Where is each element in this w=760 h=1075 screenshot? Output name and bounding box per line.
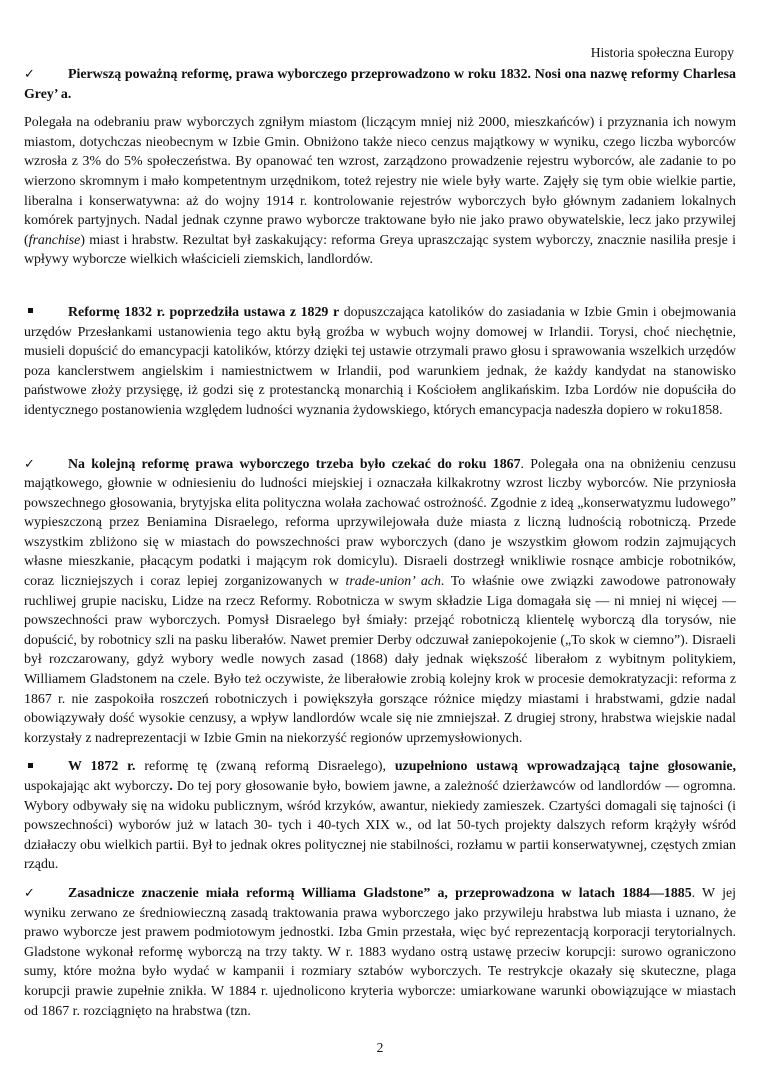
heading-text: Zasadnicze znaczenie miała reformą Williama Gladstone” a, przeprowadzona w latach 1884—1885 [68, 885, 692, 901]
checkmark-icon: ✓ [24, 456, 35, 472]
heading-text: Reformę 1832 r. poprzedziła ustawa z 1829 r [68, 304, 340, 320]
section-reform-1832 [24, 65, 736, 270]
section-reform-1884 [24, 884, 736, 1021]
section-heading [24, 65, 736, 104]
running-header: Historia społeczna Europy [590, 45, 734, 60]
section-paragraph: ✓ Zasadnicze znaczenie miała reformą Williama Gladstone” a, przeprowadzona w latach 1884—1885. W jej wyniku zerwano ze średniowieczną zasadą traktowania prawa wyborczego jako przywileju hrabstwa lub miasta i uznano, że prawo wyborcze jest prawem podmiotowym jednostki. Izba Gmin przestała, więc być reprezentacją korporacji terytorialnych. Gladstone wykonał reformę wyborczą na trzy takty. W r. 1883 wydano ostrą ustawę przeciw korupcji: surowo ograniczono sumy, które można było wydać w kampanii i rozmiary sztabów wyborczych. Te restrykcje okazały się skuteczne, plaga korupcji prawie zupełnie znikła. W 1884 r. ujednolicono kryteria wyborcze: umiarkowane warunki obowiązujące w miastach od 1867 r. rozciągnięto na hrabstwa (tzn. [24, 885, 736, 1019]
square-bullet-icon [28, 763, 33, 768]
checkmark-icon: ✓ [24, 885, 35, 901]
section-body: Polegała na odebraniu praw wyborczych zgniłym miastom (liczącym mniej niż 2000, mieszkańców) i przyznania ich nowym miastom, dotychczas nieobecnym w Izbie Gmin. Obniżono także nieco cenzus majątkowy w wyniku, czego liczba wyborców wzrosła z 3% do 5% społeczeństwa. By opanować ten wzrost, zarządzono prowadzenie rejestru wyborców, ale zadanie to po wierzono skromnym i mało kompetentnym urzędnikom, toteż rejestry nie wiele były warte. Zajęły się tym obie wielkie partie, liberalna i konserwatywna: aż do wojny 1914 r. kontrolowanie rejestrów wyborczych było głównym zadaniem lokalnych komórek partyjnych. Nadal jednak czynne prawo wyborcze traktowane było nie jako prawo obywatelskie, lecz jako przywilej (franchise) miast i hrabstw. Rezultat był zaskakujący: reforma Greya upraszczając system wyborczy, znacznie nasiliła presje i wpływy wyborcze wielkich właścicieli ziemskich, landlordów. [24, 115, 736, 268]
section-act-1829 [24, 303, 736, 421]
section-paragraph: ✓ Na kolejną reformę prawa wyborczego trzeba było czekać do roku 1867. Polegała ona na obniżeniu cenzusu majątkowego, głownie w odniesieniu do ludności miejskiej i oznaczała kilkakrotny wzrost liczby wyborców. Nie przyniosła powszechnego głosowania, brytyjska elita polityczna wolała zachować ostrożność. Zgodnie z ideą „konserwatyzmu ludowego” wypieszczoną przez Beniamina Disraelego, reforma uprzywilejowała duże miasta z liczną ludnością robotniczą. Przede wszystkim zbliżono się w miastach do powszechności praw wyborczych (dano je wszystkim głowom rodzin zajmujących własne mieszkanie, płacącym podatki i mającym rok domicylu). Disraeli dostrzegł wnikliwie rosnące ambicje robotników, coraz liczniejszych i coraz lepiej zorganizowanych w trade-union’ ach. To właśnie owe związki zawodowe patronowały ruchliwej grupie nacisku, Lidze na rzecz Reformy. Robotnicza w swym składzie Liga domagała się — ni mniej ni więcej — powszechności praw wyborczych. Pomysł Disraelego był śmiały: przejąć robotniczą klientelę wyborczą dla torysów, nie dopuścić, by robotnicy szli na pasku liberałów. Nawet premier Derby odczuwał zaniepokojenie („To skok w ciemno”). Disraeli był rozczarowany, gdyż wybory wedle nowych zasad (1868) dały jednak większość liberałom z wybitnym politykiem, Williamem Gladstonem na czele. Było też oczywiste, że liberałowie zrobią kolejny krok w procesie demokratyzacji: reforma z 1867 r. nie zaspokoiła roszczeń robotniczych i powiększyła gorszące różnice między miastami i hrabstwami, gdzie nadal obowiązywały dość wysokie cenzusy, a wpływ landlordów wcale się nie zmniejszał. Z drugiej strony, hrabstwa wiejskie nadal korzystały z nadreprezentacji w Izbie Gmin na niekorzyść regionów uprzemysłowionych. [24, 456, 737, 746]
section-secret-ballot-1872 [24, 757, 736, 875]
heading-text: W 1872 r. [68, 759, 136, 775]
section-paragraph: Reformę 1832 r. poprzedziła ustawa z 1829 r dopuszczająca katolików do zasiadania w Izbie Gmin i obejmowania urzędów Przesłankami ustanowienia tego aktu byłą groźba w wybuch wojny domowej w Irlandii. Torysi, choć niechętnie, musieli dopuścić do emancypacji katolików, którzy dzięki tej ustawie otrzymali prawo głosu i sprawowania wszelkich urzędów poza kanclerstwem angielskim i namiestnictwem w Irlandii, pod warunkiem jednak, że każdy kandydat na stanowisko państwowe złoży przysięgę, iż godzi się z protestancką monarchią i Kościołem anglikańskim. Izba Lordów nie dopuściła do identycznego postanowienia względem ludności wyznania żydowskiego, których emancypacja nadeszła dopiero w roku1858. [24, 304, 737, 418]
checkmark-icon: ✓ [24, 67, 35, 82]
heading-text: Pierwszą poważną reformę, prawa wyborczego przeprowadzono w roku 1832. Nosi ona nazwę reformy Charlesa Grey’ a. [24, 67, 736, 102]
square-bullet-icon [28, 308, 33, 313]
page-number: 2 [376, 1040, 384, 1055]
heading-text: Na kolejną reformę prawa wyborczego trzeba było czekać do roku 1867 [68, 456, 521, 472]
section-reform-1867 [24, 455, 736, 749]
section-paragraph: W 1872 r. reformę tę (zwaną reformą Disraelego), uzupełniono ustawą wprowadzającą tajne głosowanie, uspokajając akt wyborczy. Do tej pory głosowanie było, bowiem jawne, a zależność dzierżawców od landlordów — ogromna. Wybory odbywały się na widoku publicznym, wśród krzyków, awantur, niekiedy zamieszek. Czartyści domagali się tajności (i powszechności) wyborów już w latach 30- tych i 40-tych XIX w., od lat 50-tych projekty dalszych reform krążyły wśród działaczy obu wielkich partii. Był to jednak okres politycznej nie stabilności, rozłamu w partii konserwatywnej, częstych zmian rządu. [24, 759, 737, 873]
